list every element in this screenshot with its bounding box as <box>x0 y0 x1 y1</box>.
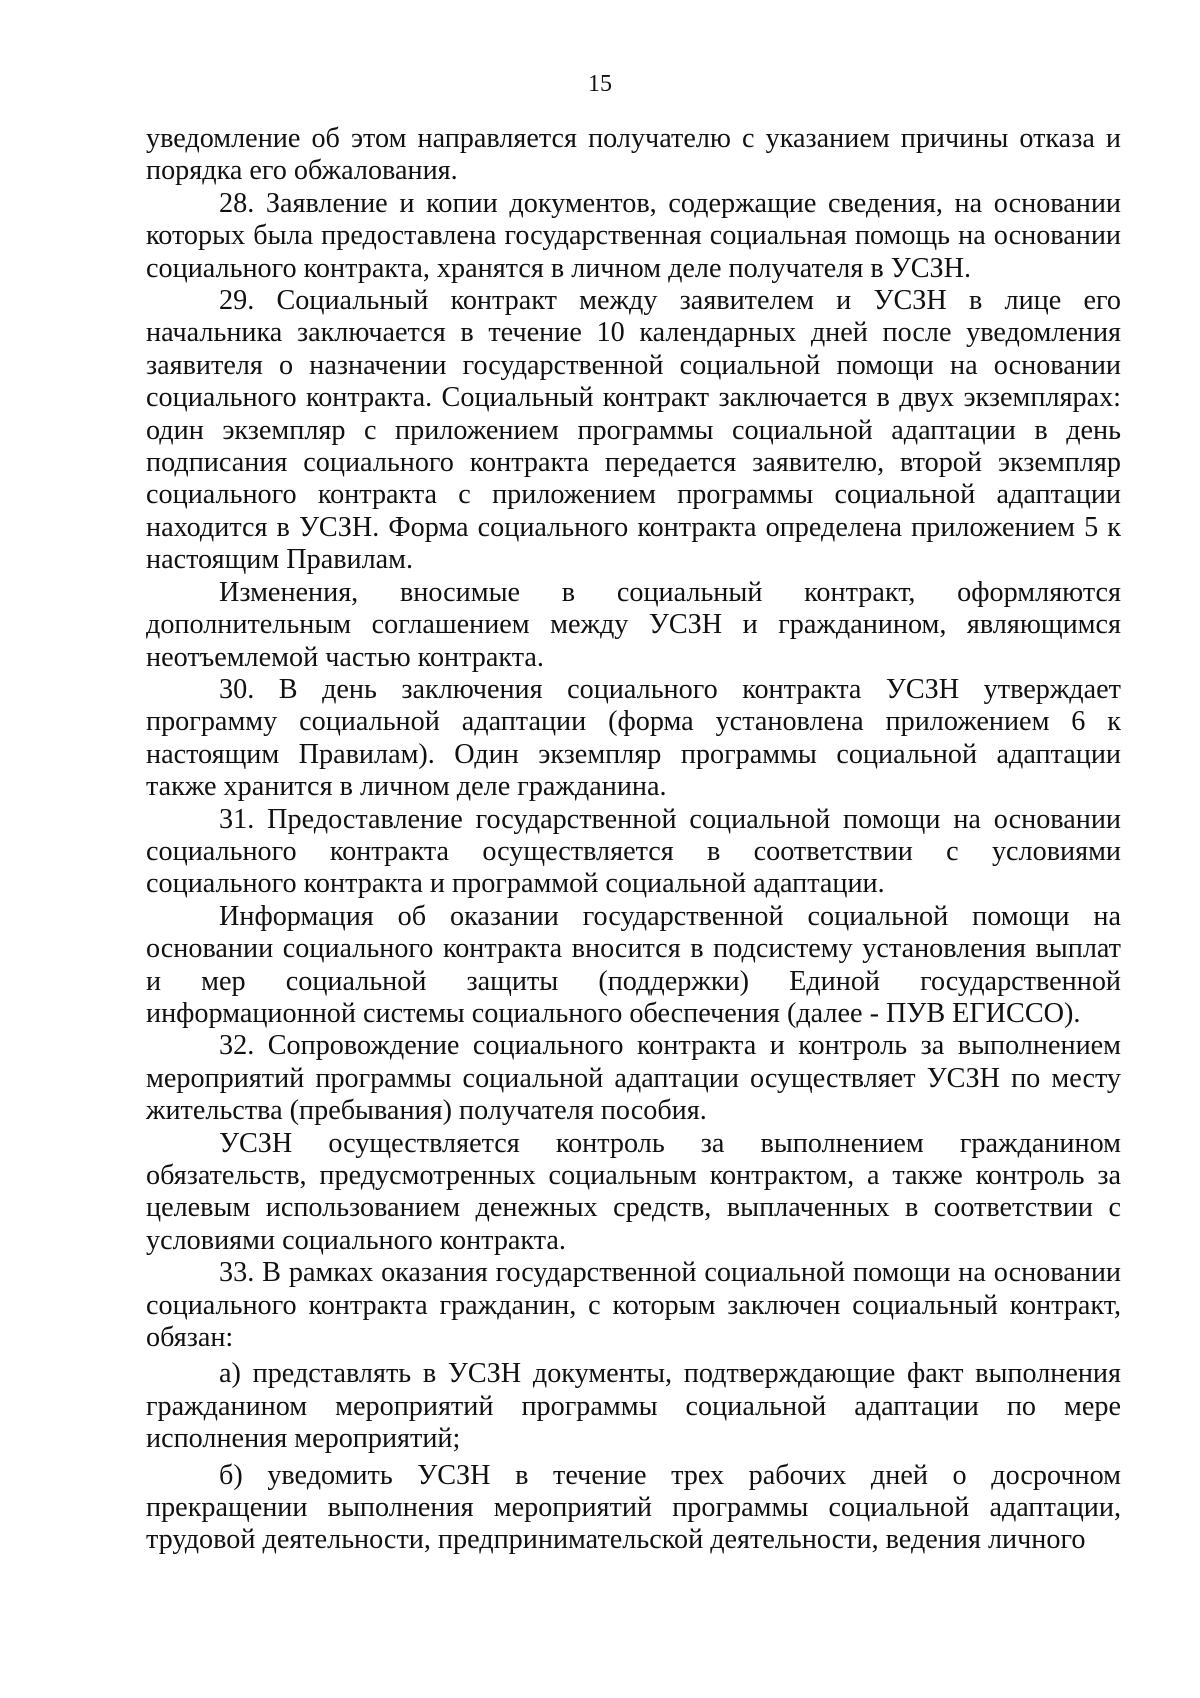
paragraph-31-information: Информация об оказании государственной социальной помощи на основании социального контракта вносится в подсистему установления выплат и мер социальной защиты (поддержки) Единой государственной информационной системы социального обеспечения (далее - ПУВ ЕГИССО). <box>146 900 1121 1029</box>
paragraph-33-item-b: б) уведомить УСЗН в течение трех рабочих дней о досрочном прекращении выполнения мероприятий программы социальной адаптации, трудовой деятельности, предпринимательской деятельности, ведения личного <box>146 1459 1121 1556</box>
paragraph-continuation: уведомление об этом направляется получателю с указанием причины отказа и порядка его обжалования. <box>146 123 1121 187</box>
paragraph-33: 33. В рамках оказания государственной социальной помощи на основании социального контракта гражданин, с которым заключен социальный контракт, обязан: <box>146 1257 1121 1354</box>
paragraph-29: 29. Социальный контракт между заявителем и УСЗН в лице его начальника заключается в течение 10 календарных дней после уведомления заявителя о назначении государственной социальной помощи на основании социального контракта. Социальный контракт заключается в двух экземплярах: один экземпляр с приложением программы социальной адаптации в день подписания социального контракта передается заявителю, второй экземпляр социального контракта с приложением программы социальной адаптации находится в УСЗН. Форма социального контракта определена приложением 5 к настоящим Правилам. <box>146 285 1121 576</box>
paragraph-33-item-a: а) представлять в УСЗН документы, подтверждающие факт выполнения гражданином мероприятий программы социальной адаптации по мере исполнения мероприятий; <box>146 1358 1121 1455</box>
page-number: 15 <box>588 71 612 97</box>
paragraph-32: 32. Сопровождение социального контракта и контроль за выполнением мероприятий программы социальной адаптации осуществляет УСЗН по месту жительства (пребывания) получателя пособия. <box>146 1030 1121 1127</box>
paragraph-32-control: УСЗН осуществляется контроль за выполнением гражданином обязательств, предусмотренных социальным контрактом, а также контроль за целевым использованием денежных средств, выплаченных в соответствии с условиями социального контракта. <box>146 1127 1121 1256</box>
paragraph-28: 28. Заявление и копии документов, содержащие сведения, на основании которых была предоставлена государственная социальная помощь на основании социального контракта, хранятся в личном деле получателя в УСЗН. <box>146 187 1121 284</box>
paragraph-31: 31. Предоставление государственной социальной помощи на основании социального контракта осуществляется в соответствии с условиями социального контракта и программой социальной адаптации. <box>146 803 1121 900</box>
paragraph-30: 30. В день заключения социального контракта УСЗН утверждает программу социальной адаптации (форма установлена приложением 6 к настоящим Правилам). Один экземпляр программы социальной адаптации также хранится в личном деле гражданина. <box>146 673 1121 803</box>
document-body <box>146 123 1121 1557</box>
paragraph-29-amendments: Изменения, вносимые в социальный контракт, оформляются дополнительным соглашением между УСЗН и гражданином, являющимся неотъемлемой частью контракта. <box>146 576 1121 673</box>
